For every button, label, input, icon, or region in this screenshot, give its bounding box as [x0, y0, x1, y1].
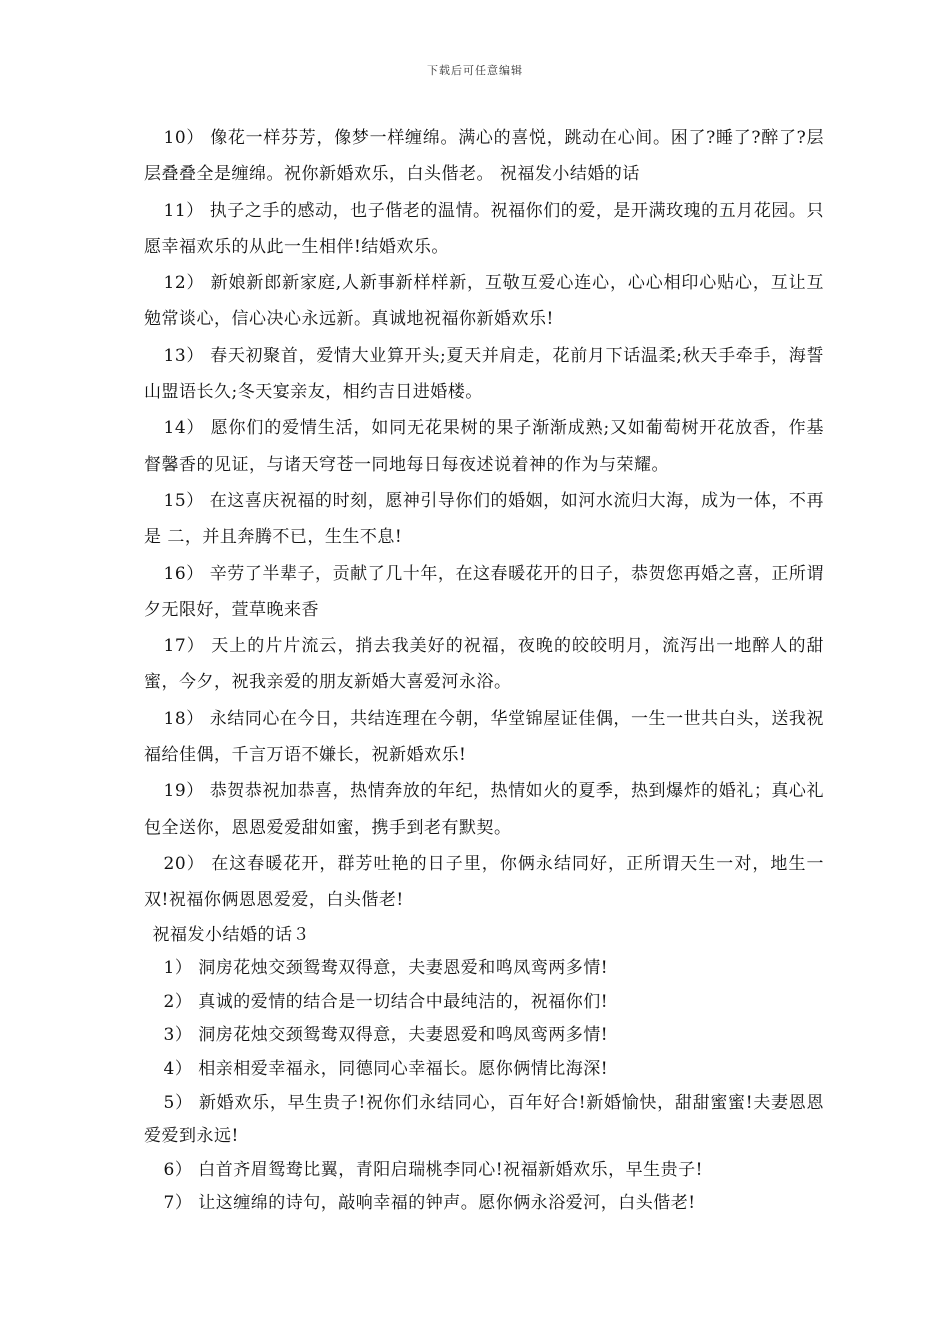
wish-paragraph-13: 13） 春天初聚首，爱情大业算开头;夏天并肩走，花前月下话温柔;秋天手牵手，海誓山盟语长久;冬天宴亲友，相约吉日进婚楼。: [144, 345, 824, 403]
page-header: 下载后可任意编辑: [427, 64, 523, 77]
wish-item-3: 3） 洞房花烛交颈鸳鸯双得意，夫妻恩爱和鸣凤鸾两多情!: [163, 1025, 609, 1046]
wish-paragraph-12: 12） 新娘新郎新家庭,人新事新样样新，互敬互爱心连心，心心相印心贴心，互让互勉常谈心，信心决心永远新。真诚地祝福你新婚欢乐!: [144, 273, 824, 330]
wish-item-5: 5） 新婚欢乐，早生贵子!祝你们永结同心，百年好合!新婚愉快，甜甜蜜蜜!夫妻恩恩爱爱到永远!: [144, 1092, 824, 1147]
document-body: [144, 120, 824, 1221]
wish-item-4: 4） 相亲相爱幸福永，同德同心幸福长。愿你俩情比海深!: [163, 1058, 609, 1079]
wish-item-6: 6） 白首齐眉鸳鸯比翼，青阳启瑞桃李同心!祝福新婚欢乐，早生贵子!: [163, 1159, 703, 1180]
wish-paragraph-15: 15） 在这喜庆祝福的时刻，愿神引导你们的婚姻，如河水流归大海，成为一体，不再是 二，并且奔腾不已，生生不息!: [144, 490, 824, 548]
wish-paragraph-10: 10） 像花一样芬芳，像梦一样缠绵。满心的喜悦，跳动在心间。困了?睡了?醉了?层层叠叠全是缠绵。祝你新婚欢乐，白头偕老。 祝福发小结婚的话: [144, 128, 824, 185]
wish-paragraph-17: 17） 天上的片片流云，捎去我美好的祝福，夜晚的皎皎明月，流泻出一地醉人的甜蜜，今夕，祝我亲爱的朋友新婚大喜爱河永浴。: [144, 636, 824, 693]
section-title: 祝福发小结婚的话３: [152, 924, 310, 945]
wish-paragraph-14: 14） 愿你们的爱情生活，如同无花果树的果子渐渐成熟;又如葡萄树开花放香，作基督馨香的见证，与诸天穹苍一同地每日每夜述说着神的作为与荣耀。: [144, 418, 824, 475]
wish-paragraph-16: 16） 辛劳了半辈子，贡献了几十年，在这春暖花开的日子，恭贺您再婚之喜，正所谓 夕无限好，萱草晚来香: [144, 563, 824, 620]
wish-paragraph-11: 11） 执子之手的感动，也子偕老的温情。祝福你们的爱，是开满玫瑰的五月花园。只愿幸福欢乐的从此一生相伴!结婚欢乐。: [144, 200, 824, 257]
wish-item-7: 7） 让这缠绵的诗句，敲响幸福的钟声。愿你俩永浴爱河，白头偕老!: [163, 1193, 696, 1214]
wish-item-1: 1） 洞房花烛交颈鸳鸯双得意，夫妻恩爱和鸣凤鸾两多情!: [163, 958, 609, 979]
wish-item-2: 2） 真诚的爱情的结合是一切结合中最纯洁的，祝福你们!: [163, 991, 609, 1012]
wish-paragraph-18: 18） 永结同心在今日，共结连理在今朝，华堂锦屋证佳偶，一生一世共白头，送我祝福给佳偶，千言万语不嫌长，祝新婚欢乐!: [144, 708, 824, 766]
wish-paragraph-20: 20） 在这春暖花开，群芳吐艳的日子里，你俩永结同好，正所谓天生一对，地生一双!祝福你俩恩恩爱爱，白头偕老!: [144, 853, 824, 911]
wish-paragraph-19: 19） 恭贺恭祝加恭喜，热情奔放的年纪，热情如火的夏季，热到爆炸的婚礼；真心礼包全送你，恩恩爱爱甜如蜜，携手到老有默契。: [144, 781, 824, 838]
